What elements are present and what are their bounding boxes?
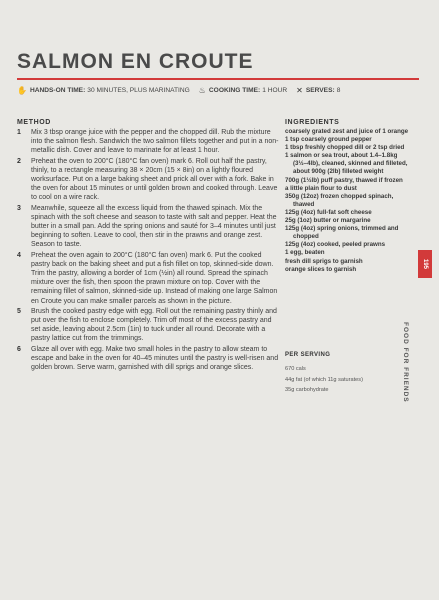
- title-divider: [17, 78, 419, 80]
- cooking-value: 1 HOUR: [262, 87, 288, 94]
- pot-icon: ♨: [198, 86, 206, 95]
- ingredient-item: 1 tbsp freshly chopped dill or 2 tsp dried: [285, 144, 405, 152]
- step-number: 3: [17, 204, 21, 212]
- ingredient-item: 125g (4oz) full-fat soft cheese: [285, 208, 372, 216]
- step-number: 6: [17, 345, 21, 353]
- ingredient-item: 1 egg, beaten: [285, 249, 325, 257]
- ingredient-item: 125g (4oz) cooked, peeled prawns: [285, 241, 386, 249]
- nutrition-item: 35g carbohydrate: [285, 387, 329, 393]
- hands-on-value: 30 MINUTES, PLUS MARINATING: [87, 87, 190, 94]
- cutlery-icon: ✕: [296, 86, 303, 95]
- ingredient-item: 25g (1oz) butter or margarine: [285, 217, 371, 225]
- hands-on-label: HANDS-ON TIME:: [29, 87, 86, 94]
- step-text: Mix 3 tbsp orange juice with the pepper and the chopped dill. Rub the mixture into the salmon flesh. Sandwich the two salmon fillets together and put in a non-metallic dish. Cover and leave to marinate for at least 1 hour.: [31, 129, 279, 155]
- step-text: Brush the cooked pastry edge with egg. Roll out the remaining pastry thinly and put over the fish to enclose completely. Trim off most of the excess pastry and set aside, leaving about 2.5cm (1in) to tuck under all round. Decorate with a pastry lattice cut from the trimmings.: [31, 307, 277, 343]
- ingredient-item: 350g (12oz) frozen chopped spinach, thawed: [285, 192, 394, 208]
- step-text: Preheat the oven to 200°C (180°C fan oven) mark 6. Roll out half the pastry, thinly, to a rectangle measuring 38 × 20cm (15 × 8in) on a lightly floured worksurface. Put on a large baking sheet and prick all over with a fork. Bake in the oven for about 15 minutes or until golden brown and cooked through. Leave to cool on a wire rack.: [31, 157, 278, 202]
- method-heading: METHOD: [17, 119, 51, 126]
- ingredient-item: 1 salmon or sea trout, about 1.4–1.8kg (3½–4lb), cleaned, skinned and filleted, about 900g (2lb) filleted weight: [285, 152, 408, 176]
- serves-value: 8: [336, 87, 341, 94]
- step-number: 4: [17, 251, 21, 259]
- ingredient-item: coarsely grated zest and juice of 1 orange: [285, 128, 409, 135]
- ingredient-item: 125g (4oz) spring onions, trimmed and chopped: [285, 225, 399, 241]
- ingredients-heading: INGREDIENTS: [285, 119, 340, 126]
- section-label: FOOD FOR FRIENDS: [402, 322, 409, 403]
- ingredient-item: 1 tsp coarsely ground pepper: [285, 136, 372, 144]
- serves-group: [296, 86, 340, 95]
- method-step: [17, 251, 279, 306]
- serves-label: SERVES:: [305, 87, 335, 94]
- ingredient-item: fresh dill sprigs to garnish: [285, 257, 363, 265]
- step-text: Glaze all over with egg. Make two small holes in the pastry to allow steam to escape and bake in the oven for 40–45 minutes until the pastry is well-risen and golden brown. Serve warm, garnished with dill sprigs and orange slices.: [31, 345, 279, 372]
- page-number: 195: [421, 258, 428, 270]
- recipe-title: SALMON EN CROUTE: [17, 50, 254, 73]
- method-list: [17, 128, 279, 373]
- step-text: Meanwhile, squeeze all the excess liquid from the thawed spinach. Mix the spinach with the soft cheese and season to taste with salt and pepper. Heat the butter in a small pan. Add the spring onions and sauté for 3–4 minutes until just beginning to soften. Leave to cool, then stir in the prawns and orange zest. Season to taste.: [31, 204, 277, 249]
- ingredient-item: a little plain flour to dust: [285, 184, 357, 192]
- method-step: [17, 204, 279, 250]
- cooking-group: [199, 86, 287, 95]
- hands-icon: ✋: [17, 86, 27, 95]
- page-number-tab: [418, 250, 432, 278]
- method-step: [17, 345, 279, 373]
- method-step: [17, 307, 279, 344]
- ingredients-list: [285, 128, 411, 274]
- ingredient-item: orange slices to garnish: [285, 265, 357, 273]
- recipe-info-bar: [17, 86, 427, 95]
- ingredient-item: 700g (1½lb) puff pastry, thawed if frozen: [285, 176, 403, 184]
- method-step: [17, 157, 279, 203]
- method-step: [17, 128, 279, 156]
- cooking-label: COOKING TIME:: [208, 87, 261, 94]
- nutrition-item: 670 cals: [285, 366, 306, 372]
- nutrition-item: 44g fat (of which 11g saturates): [285, 376, 363, 383]
- step-number: 5: [17, 307, 21, 315]
- step-number: 2: [17, 157, 21, 165]
- nutrition-list: [285, 364, 363, 396]
- step-number: 1: [17, 129, 21, 136]
- per-serving-heading: PER SERVING: [285, 352, 331, 358]
- step-text: Preheat the oven again to 200°C (180°C fan oven) mark 6. Put the cooked pastry back on the baking sheet and put a fish fillet on top, skinned-side down. Trim the pastry, allowing a border of 1cm (½in) all round. Spread the spinach mixture over the fish, then spoon the prawn mixture on top. Cover with the remaining fillet of salmon, skinned-side up. Instead of making one large Salmon en Croute you can make smaller parcels as shown in the picture.: [31, 251, 278, 305]
- hands-on-group: [17, 86, 190, 95]
